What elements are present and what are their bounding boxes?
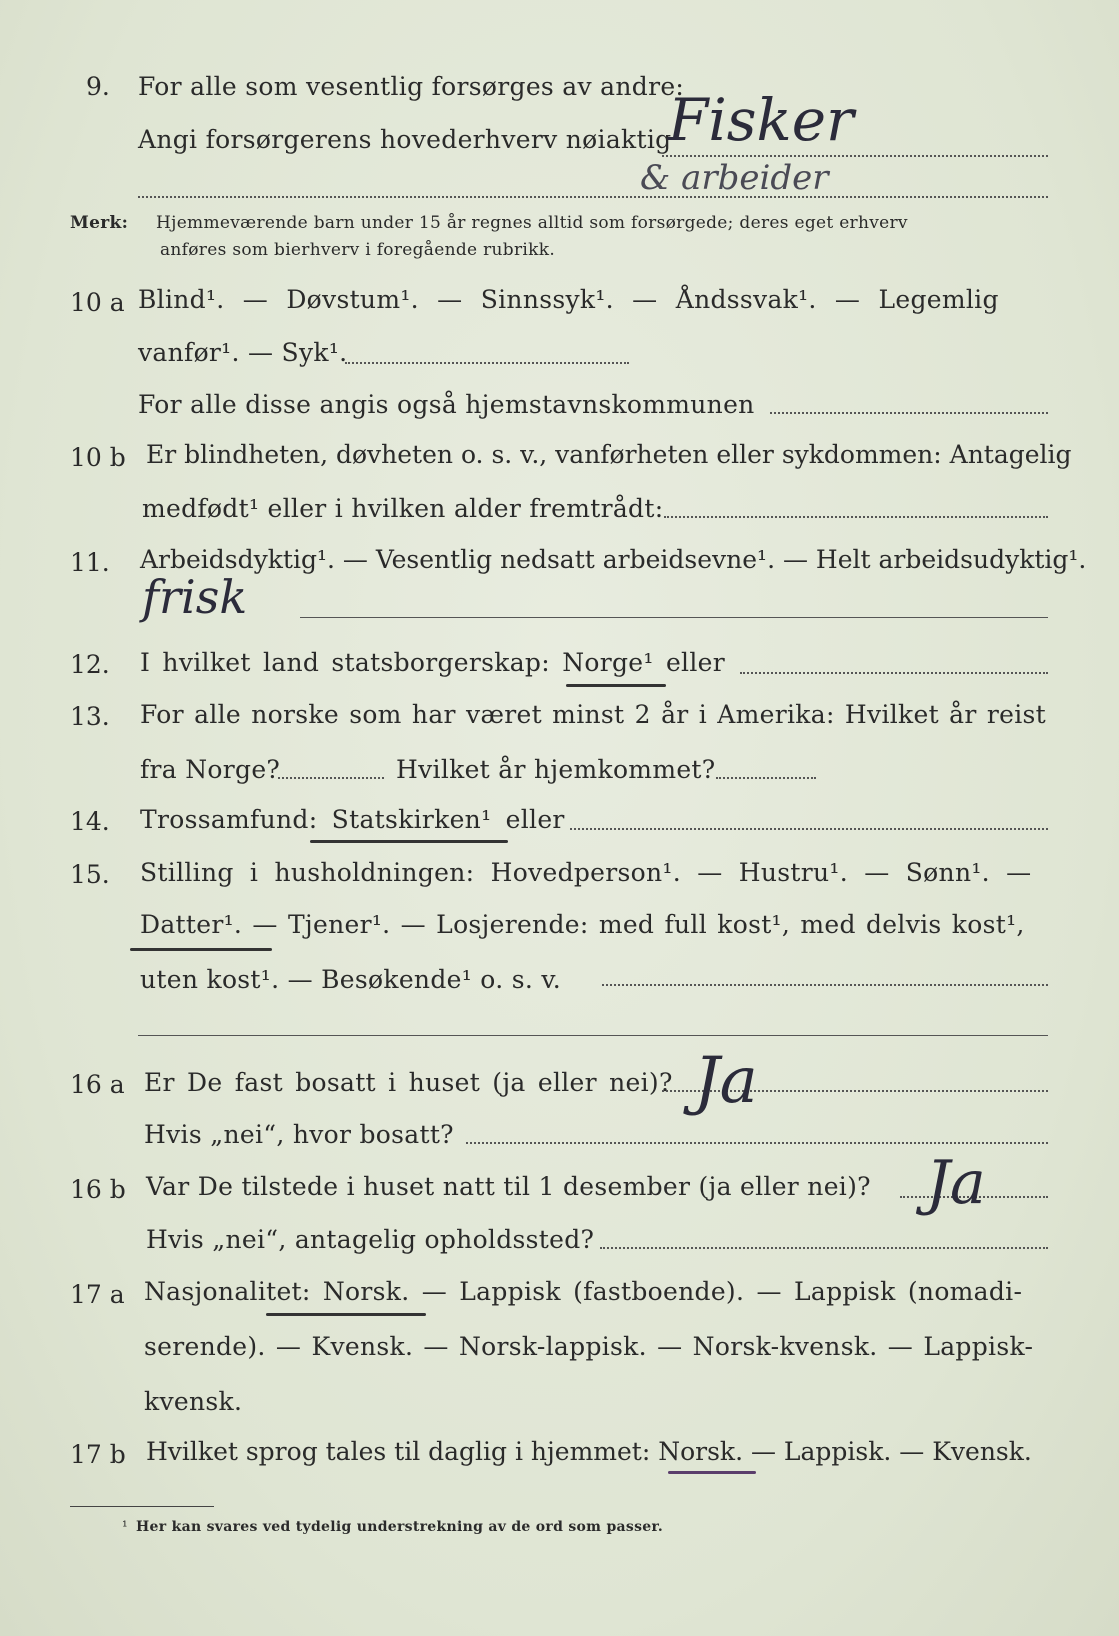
footnote-mark: ¹	[122, 1519, 128, 1535]
q17b-norsk-underline	[668, 1471, 756, 1474]
q16a-line2: Hvis „nei“, hvor bosatt?	[144, 1120, 454, 1149]
q16a-number: 16 a	[70, 1070, 125, 1099]
q13-line1: For alle norske som har været minst 2 år i Amerika: Hvilket år reist	[140, 700, 1047, 729]
q11-line1: Arbeidsdyktig¹. — Vesentlig nedsatt arbeidsevne¹. — Helt arbeidsudyktig¹.	[140, 545, 1087, 574]
q9-answer-line1	[662, 155, 1048, 157]
q15-number: 15.	[70, 860, 110, 889]
q16a-bosatt-line	[466, 1142, 1048, 1144]
q14-statskirken-underline	[310, 840, 508, 843]
q10a-answer-line	[345, 362, 629, 364]
q10a-number: 10 a	[70, 288, 125, 317]
q17b-line1: Hvilket sprog tales til daglig i hjemmet: Norsk. — Lappisk. — Kvensk.	[146, 1437, 1032, 1466]
q14-number: 14.	[70, 807, 110, 836]
q10a-line3: For alle disse angis også hjemstavnskommunen	[138, 390, 755, 419]
q15-line2: Datter¹. — Tjener¹. — Losjerende: med full kost¹, med delvis kost¹,	[140, 910, 1025, 939]
q16a-handwritten-answer: Ja	[694, 1044, 758, 1118]
q10b-number: 10 b	[70, 443, 126, 472]
q10b-answer-line	[664, 516, 1048, 518]
q15-answer-line2	[138, 1035, 1048, 1036]
merk-line1: Hjemmeværende barn under 15 år regnes alltid som forsørgede; deres eget erhverv	[156, 213, 908, 233]
q17a-norsk-underline	[266, 1313, 426, 1316]
q14-answer-line	[570, 828, 1048, 830]
q17a-number: 17 a	[70, 1280, 125, 1309]
q16b-handwritten-answer: Ja	[926, 1148, 986, 1218]
q12-line1: I hvilket land statsborgerskap: Norge¹ eller	[140, 648, 725, 677]
footnote-rule	[70, 1506, 214, 1507]
q15-line1: Stilling i husholdningen: Hovedperson¹. — Hustru¹. — Sønn¹. —	[140, 858, 1032, 887]
merk-line2: anføres som bierhverv i foregående rubrikk.	[160, 240, 556, 260]
q13-hjemkommet-line	[716, 777, 816, 779]
q16b-number: 16 b	[70, 1175, 126, 1204]
q17b-number: 17 b	[70, 1440, 126, 1469]
q11-answer-line	[300, 617, 1048, 618]
q13-reist-line	[278, 777, 384, 779]
q16b-opholdssted-line	[600, 1247, 1048, 1249]
q9-answer-line2	[138, 196, 1048, 198]
q12-number: 12.	[70, 650, 110, 679]
q10a-line2: vanfør¹. — Syk¹.	[138, 338, 348, 367]
q15-line3: uten kost¹. — Besøkende¹ o. s. v.	[140, 965, 562, 994]
q17a-line1: Nasjonalitet: Norsk. — Lappisk (fastboende). — Lappisk (nomadi-	[144, 1277, 1023, 1306]
q10a-line1: Blind¹. — Døvstum¹. — Sinnssyk¹. — Åndssvak¹. — Legemlig	[138, 285, 999, 314]
q12-norge-underline	[566, 684, 666, 687]
q11-handwritten-answer: frisk	[142, 570, 248, 624]
q9-line2: Angi forsørgerens hovederhverv nøiaktig	[138, 125, 672, 154]
q17a-line2: serende). — Kvensk. — Norsk-lappisk. — Norsk-kvensk. — Lappisk-	[144, 1332, 1034, 1361]
footnote-text: Her kan svares ved tydelig understrekning av de ord som passer.	[136, 1519, 664, 1535]
q16b-line1: Var De tilstede i huset natt til 1 desember (ja eller nei)?	[146, 1172, 871, 1201]
q9-handwritten-answer2: & arbeider	[640, 158, 829, 198]
q9-handwritten-answer: Fisker	[668, 86, 854, 154]
q13-line2b: Hvilket år hjemkommet?	[396, 755, 716, 784]
q11-number: 11.	[70, 548, 110, 577]
q12-answer-line	[740, 672, 1048, 674]
q9-number: 9.	[86, 72, 110, 101]
q16b-line2: Hvis „nei“, antagelig opholdssted?	[146, 1225, 595, 1254]
q15-answer-line	[602, 984, 1048, 986]
q13-number: 13.	[70, 702, 110, 731]
q10b-line1: Er blindheten, døvheten o. s. v., vanførheten eller sykdommen: Antagelig	[146, 440, 1072, 469]
q16a-line1: Er De fast bosatt i huset (ja eller nei)?	[144, 1068, 673, 1097]
merk-label: Merk:	[70, 213, 129, 233]
q15-datter-underline	[130, 948, 272, 951]
q9-line1: For alle som vesentlig forsørges av andre:	[138, 72, 685, 101]
q10b-line2: medfødt¹ eller i hvilken alder fremtrådt:	[142, 494, 664, 523]
q17a-line3: kvensk.	[144, 1387, 243, 1416]
q14-line1: Trossamfund: Statskirken¹ eller	[140, 805, 565, 834]
q13-line2a: fra Norge?	[140, 755, 281, 784]
q10a-hjemstavn-line	[770, 412, 1048, 414]
